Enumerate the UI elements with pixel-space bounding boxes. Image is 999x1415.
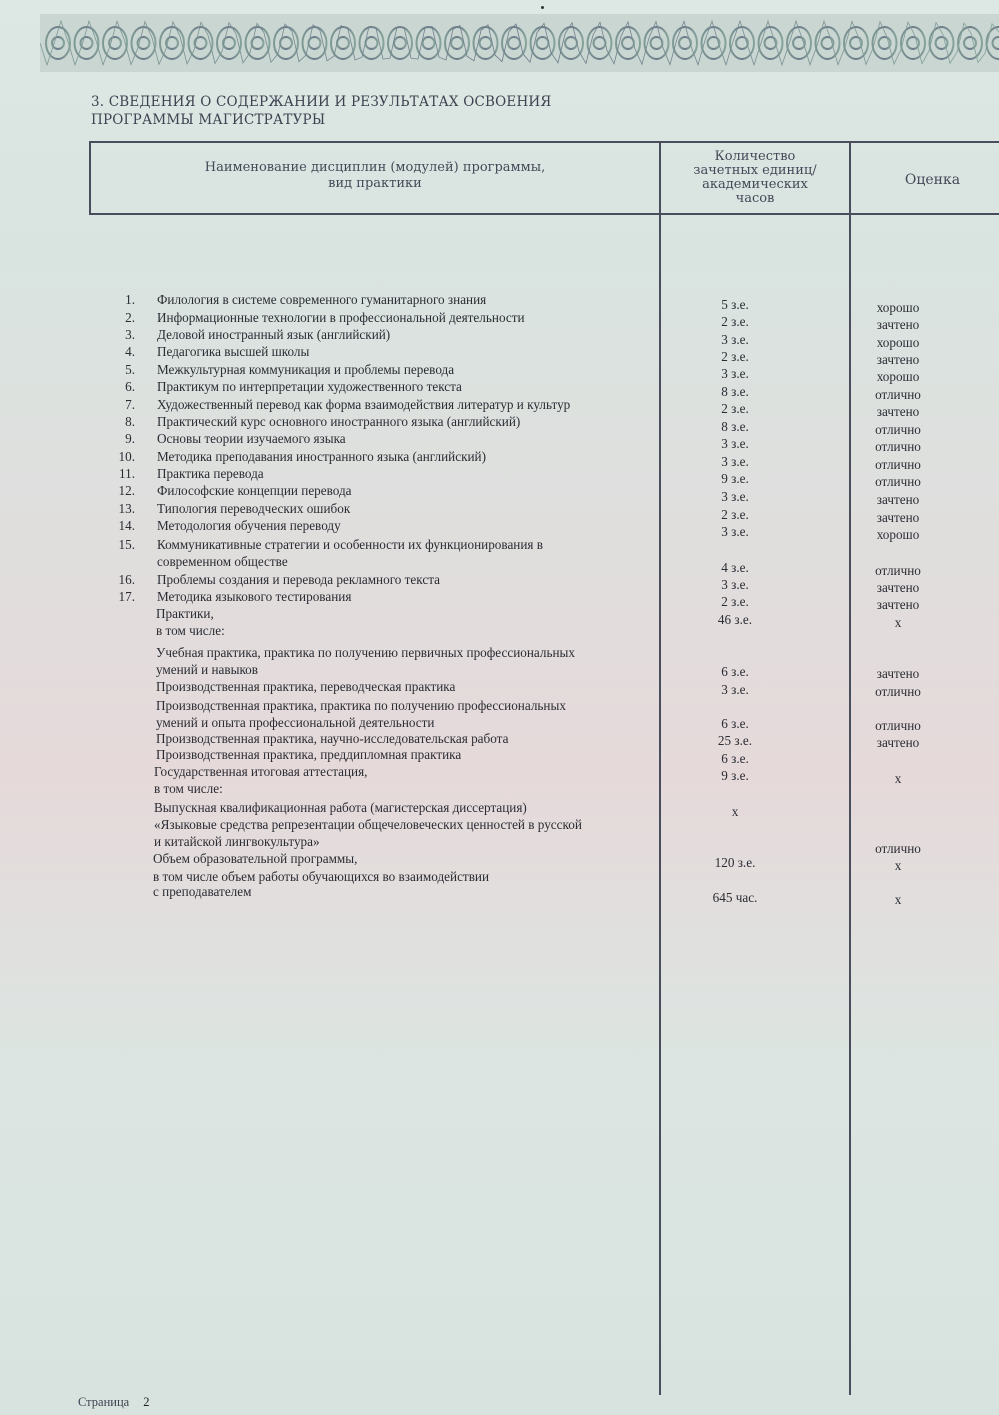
section-title-line-2: ПРОГРАММЫ МАГИСТРАТУРЫ	[91, 112, 326, 128]
discipline-name: Методология обучения переводу	[157, 518, 341, 533]
grade-value: отлично	[875, 563, 921, 578]
credits-value: 8 з.е.	[721, 419, 749, 434]
row-number: 15.	[118, 537, 135, 552]
discipline-name: Основы теории изучаемого языка	[157, 431, 346, 446]
discipline-name: Методика языкового тестирования	[157, 589, 352, 604]
row-number: 1.	[125, 292, 135, 307]
discipline-name: Практический курс основного иностранного языка (английский)	[157, 414, 521, 429]
practice-item-grade: отлично	[875, 684, 921, 699]
discipline-name: Практикум по интерпретации художественного текста	[157, 379, 462, 394]
practice-item-credits: 6 з.е.	[721, 664, 749, 679]
section-title-line-1: 3. СВЕДЕНИЯ О СОДЕРЖАНИИ И РЕЗУЛЬТАТАХ ОСВОЕНИЯ	[91, 94, 552, 110]
table-divider-1	[659, 141, 661, 1395]
column-header-credits-line-2: зачетных единиц/	[693, 163, 817, 178]
thesis-grade: отлично	[875, 841, 921, 856]
column-header-name-line-1: Наименование дисциплин (модулей) программы,	[204, 160, 546, 175]
volume-label-line-3: с преподавателем	[153, 884, 252, 899]
credits-value: 3 з.е.	[721, 436, 749, 451]
grade-value: отлично	[875, 439, 921, 454]
discipline-name: Педагогика высшей школы	[157, 344, 310, 359]
column-header-credits-line-4: часов	[735, 191, 775, 206]
practice-item-name-continued: умений и навыков	[156, 662, 258, 677]
volume-label-line-2: в том числе объем работы обучающихся во взаимодействии	[153, 869, 490, 884]
column-header-name-line-2: вид практики	[328, 176, 422, 191]
practice-item-name: Производственная практика, переводческая практика	[156, 679, 456, 694]
row-number: 14.	[118, 518, 135, 533]
credits-value: 3 з.е.	[721, 454, 749, 469]
grade-value: зачтено	[876, 597, 920, 612]
row-number: 5.	[125, 362, 135, 377]
credits-value: 3 з.е.	[721, 577, 749, 592]
grade-value: хорошо	[876, 300, 920, 315]
row-number: 17.	[118, 589, 135, 604]
credits-value: 2 з.е.	[721, 349, 749, 364]
credits-value: 3 з.е.	[721, 489, 749, 504]
contact-hours-grade: х	[894, 892, 902, 907]
practice-item-name: Производственная практика, преддипломная практика	[156, 747, 462, 762]
thesis-title-line-2: «Языковые средства репрезентации общечеловеческих ценностей в русской	[154, 817, 582, 832]
discipline-name: Информационные технологии в профессиональной деятельности	[157, 310, 525, 325]
grade-value: зачтено	[876, 510, 920, 525]
grade-value: зачтено	[876, 317, 920, 332]
page-label: Страница	[78, 1395, 130, 1409]
practice-item-name: Производственная практика, научно-исследовательская работа	[156, 731, 509, 746]
credits-value: 3 з.е.	[721, 366, 749, 381]
column-header-credits-line-3: академических	[702, 177, 808, 192]
discipline-name: Коммуникативные стратегии и особенности их функционирования в	[157, 537, 543, 552]
attestation-label: Государственная итоговая аттестация,	[154, 764, 368, 779]
credits-value: 9 з.е.	[721, 471, 749, 486]
grade-value: отлично	[875, 387, 921, 402]
practice-label-subtitle: в том числе:	[156, 623, 225, 638]
grade-value: хорошо	[876, 527, 920, 542]
practice-item-grade: отлично	[875, 718, 921, 733]
credits-value: 4 з.е.	[721, 560, 749, 575]
guilloche-ornament-band	[40, 14, 999, 72]
practice-credits: 46 з.е.	[717, 612, 753, 627]
practice-item-name-continued: умений и опыта профессиональной деятельности	[156, 715, 435, 730]
page-number: 2	[143, 1395, 150, 1409]
practice-item-credits: 3 з.е.	[721, 682, 749, 697]
discipline-name: Межкультурная коммуникация и проблемы перевода	[157, 362, 455, 377]
row-number: 3.	[125, 327, 135, 342]
practice-item-grade: зачтено	[876, 666, 920, 681]
practice-item-credits: 25 з.е.	[717, 733, 753, 748]
row-number: 8.	[125, 414, 135, 429]
row-number: 10.	[118, 449, 135, 464]
page-footer	[78, 1395, 149, 1410]
grade-value: зачтено	[876, 404, 920, 419]
discipline-name-continued: современном обществе	[157, 554, 288, 569]
thesis-title-line-3: и китайской лингвокультура»	[154, 834, 320, 849]
discipline-name: Художественный перевод как форма взаимодействия литератур и культур	[157, 397, 571, 412]
row-number: 16.	[118, 572, 135, 587]
credits-value: 2 з.е.	[721, 507, 749, 522]
credits-value: 5 з.е.	[721, 297, 749, 312]
discipline-name: Типология переводческих ошибок	[157, 501, 351, 516]
practice-label: Практики,	[156, 606, 214, 621]
column-header-grade: Оценка	[904, 172, 961, 188]
grade-value: отлично	[875, 422, 921, 437]
speck	[541, 6, 544, 9]
attestation-grade: х	[894, 771, 902, 786]
section-title	[91, 93, 651, 129]
credits-value: 2 з.е.	[721, 594, 749, 609]
row-number: 9.	[125, 431, 135, 446]
row-number: 2.	[125, 310, 135, 325]
grade-value: зачтено	[876, 492, 920, 507]
row-number: 13.	[118, 501, 135, 516]
attestation-label-subtitle: в том числе:	[154, 781, 223, 796]
grade-value: зачтено	[876, 352, 920, 367]
row-number: 11.	[119, 466, 135, 481]
grade-value: отлично	[875, 474, 921, 489]
practice-item-grade: зачтено	[876, 735, 920, 750]
row-number: 12.	[118, 483, 135, 498]
discipline-name: Филология в системе современного гуманитарного знания	[157, 292, 487, 307]
credits-value: 8 з.е.	[721, 384, 749, 399]
volume-credits: 120 з.е.	[714, 855, 756, 870]
thesis-title-line-1: Выпускная квалификационная работа (магистерская диссертация)	[154, 800, 527, 815]
table-top-border	[90, 141, 999, 143]
contact-hours: 645 час.	[712, 890, 758, 905]
thesis-credits: х	[731, 804, 739, 819]
credits-value: 2 з.е.	[721, 401, 749, 416]
grade-value: отлично	[875, 457, 921, 472]
grade-value: зачтено	[876, 580, 920, 595]
discipline-name: Практика перевода	[157, 466, 264, 481]
row-number: 7.	[125, 397, 135, 412]
practice-grade: х	[894, 615, 902, 630]
practice-item-credits: 6 з.е.	[721, 751, 749, 766]
column-header-name	[140, 160, 610, 192]
credits-value: 3 з.е.	[721, 332, 749, 347]
grade-value: хорошо	[876, 335, 920, 350]
table-left-border	[89, 141, 91, 215]
attestation-credits: 9 з.е.	[721, 768, 749, 783]
discipline-name: Философские концепции перевода	[157, 483, 352, 498]
table-header-border	[90, 213, 999, 215]
practice-item-name: Производственная практика, практика по получению профессиональных	[156, 698, 566, 713]
discipline-name: Деловой иностранный язык (английский)	[157, 327, 391, 342]
column-header-credits-line-1: Количество	[714, 149, 796, 164]
row-number: 6.	[125, 379, 135, 394]
discipline-name: Методика преподавания иностранного языка (английский)	[157, 449, 486, 464]
discipline-name: Проблемы создания и перевода рекламного текста	[157, 572, 440, 587]
volume-label: Объем образовательной программы,	[153, 851, 358, 866]
volume-grade: х	[894, 858, 902, 873]
column-header-credits	[662, 150, 848, 206]
practice-item-name: Учебная практика, практика по получению первичных профессиональных	[156, 645, 575, 660]
grade-value: хорошо	[876, 369, 920, 384]
row-number: 4.	[125, 344, 135, 359]
practice-item-credits: 6 з.е.	[721, 716, 749, 731]
credits-value: 3 з.е.	[721, 524, 749, 539]
credits-value: 2 з.е.	[721, 314, 749, 329]
